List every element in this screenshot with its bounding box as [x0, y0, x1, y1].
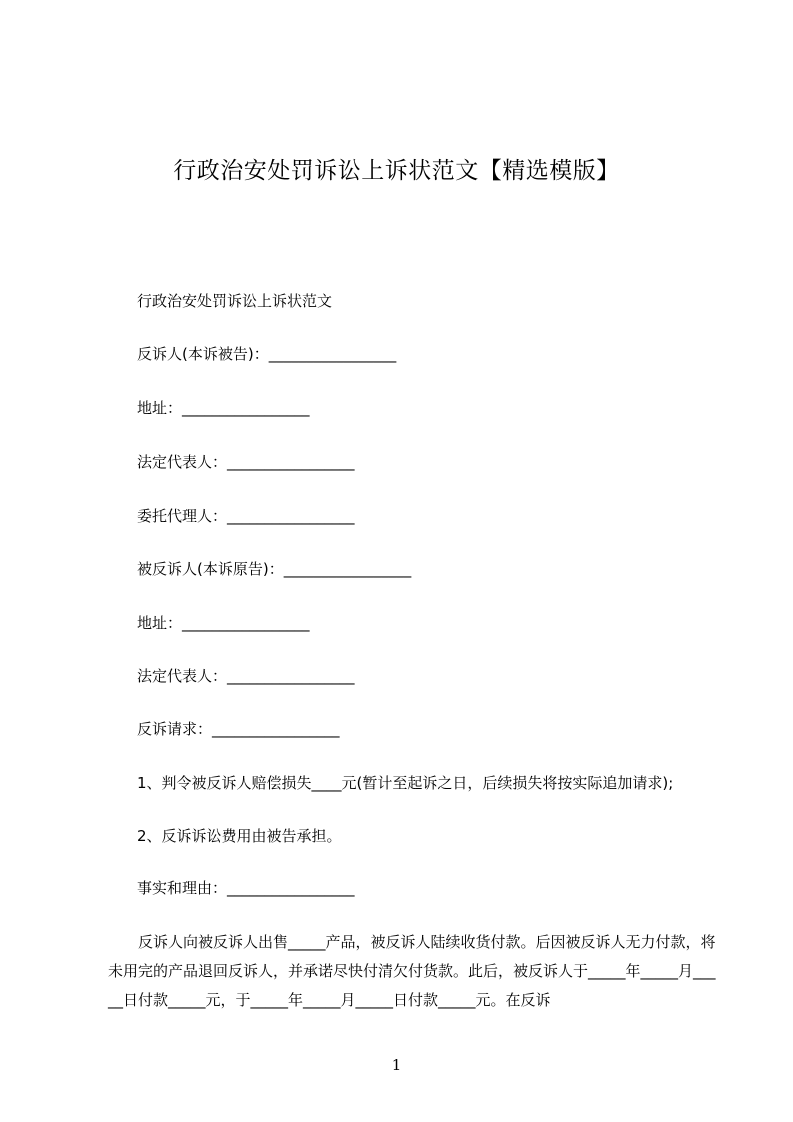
counterclaimant-address-field: 地址：_________________ — [137, 399, 310, 417]
defendant-legal-rep-field: 法定代表人：_________________ — [137, 667, 355, 685]
request-item-1: 1、判令被反诉人赔偿损失____元(暂计至起诉之日，后续损失将按实际追加请求); — [137, 774, 674, 792]
facts-and-reasons-field: 事实和理由：_________________ — [137, 879, 355, 897]
defendant-address-field: 地址：_________________ — [137, 614, 310, 632]
request-item-2: 2、反诉诉讼费用由被告承担。 — [137, 827, 342, 845]
counterclaimant-legal-rep-field: 法定代表人：_________________ — [137, 453, 355, 471]
counterclaim-requests-field: 反诉请求：_________________ — [137, 720, 340, 738]
facts-paragraph: 反诉人向被反诉人出售_____产品，被反诉人陆续收货付款。后因被反诉人无力付款，将未用完的产品退回反诉人，并承诺尽快付清欠付货款。此后，被反诉人于_____年_____月_____日付款_____元，于_____年_____月_____日付款_____元。在反诉 — [108, 933, 716, 1009]
document-title: 行政治安处罚诉讼上诉状范文【精选模版】 — [173, 158, 620, 185]
entrusted-agent-field: 委托代理人：_________________ — [137, 507, 355, 525]
counterclaim-defendant-field: 被反诉人(本诉原告)：_________________ — [137, 560, 412, 578]
counterclaimant-field: 反诉人(本诉被告)：_________________ — [137, 345, 397, 363]
page-number: 1 — [391, 1056, 402, 1074]
document-subtitle: 行政治安处罚诉讼上诉状范文 — [137, 292, 333, 310]
